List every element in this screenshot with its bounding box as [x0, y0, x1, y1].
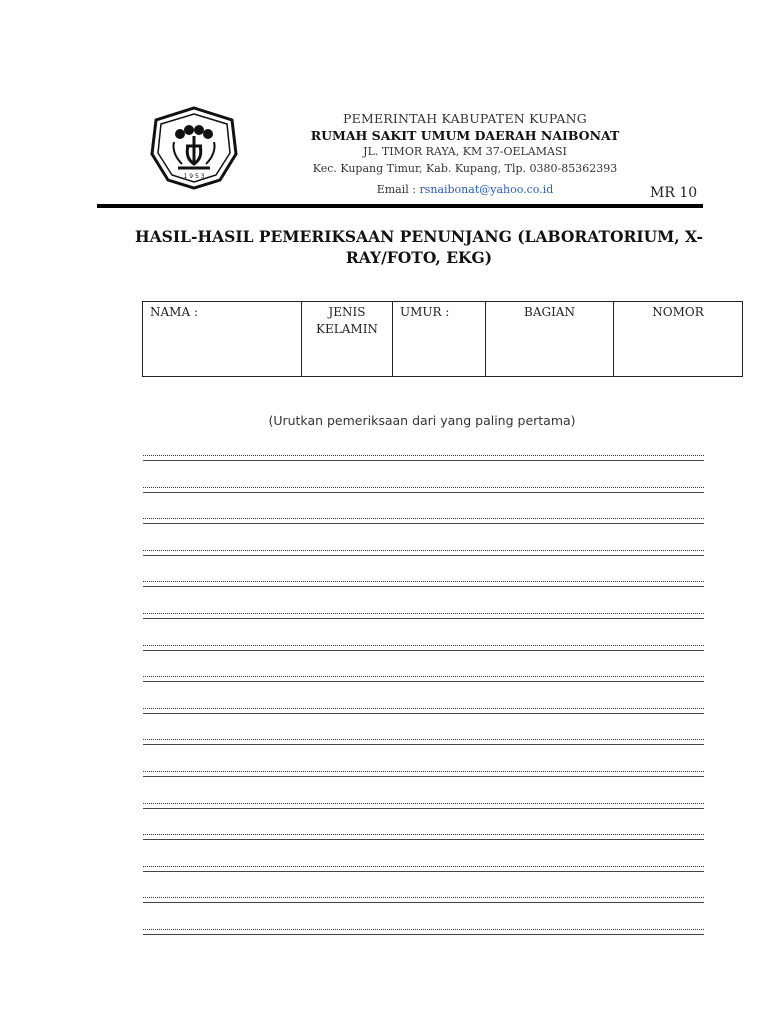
hospital-name: RUMAH SAKIT UMUM DAERAH NAIBONAT [310, 128, 620, 143]
letterhead [280, 110, 650, 198]
title-line-2: RAY/FOTO, EKG) [345, 248, 493, 267]
writing-line[interactable] [143, 676, 704, 682]
writing-lines [143, 455, 704, 961]
writing-line[interactable] [143, 739, 704, 745]
page-title [122, 226, 716, 268]
writing-line[interactable] [143, 803, 704, 809]
writing-line[interactable] [143, 613, 704, 619]
writing-line[interactable] [143, 487, 704, 493]
writing-line[interactable] [143, 929, 704, 935]
writing-line[interactable] [143, 771, 704, 777]
writing-line[interactable] [143, 455, 704, 461]
writing-line[interactable] [143, 581, 704, 587]
sex-field[interactable] [302, 302, 393, 377]
writing-line[interactable] [143, 550, 704, 556]
hospital-logo-icon [148, 106, 240, 190]
instruction-text: (Urutkan pemeriksaan dari yang paling pertama) [268, 413, 576, 428]
writing-line[interactable] [143, 866, 704, 872]
sex-label-line-1: JENIS [328, 305, 366, 319]
number-field[interactable]: NOMOR [614, 302, 743, 377]
title-line-1: HASIL-HASIL PEMERIKSAAN PENUNJANG (LABORATORIUM, X- [135, 227, 703, 246]
logo-year: 1 9 5 3 [183, 173, 205, 180]
email-link[interactable]: rsnaibonat@yahoo.co.id [419, 183, 554, 196]
hospital-address: JL. TIMOR RAYA, KM 37-OELAMASI [363, 145, 567, 158]
writing-line[interactable] [143, 645, 704, 651]
government-name: PEMERINTAH KABUPATEN KUPANG [343, 111, 587, 126]
name-field[interactable]: NAMA : [143, 302, 302, 377]
form-code: MR 10 [650, 185, 698, 201]
hospital-email [280, 181, 650, 198]
age-field[interactable]: UMUR : [393, 302, 486, 377]
email-label: Email : [376, 183, 416, 196]
writing-line[interactable] [143, 834, 704, 840]
hospital-district-phone: Kec. Kupang Timur, Kab. Kupang, Tlp. 0380-85362393 [312, 162, 618, 175]
header-divider [97, 204, 703, 208]
writing-line[interactable] [143, 897, 704, 903]
sex-label-line-2: KELAMIN [316, 322, 378, 336]
department-field[interactable]: BAGIAN [486, 302, 614, 377]
writing-line[interactable] [143, 708, 704, 714]
patient-info-table [142, 301, 743, 377]
writing-line[interactable] [143, 518, 704, 524]
